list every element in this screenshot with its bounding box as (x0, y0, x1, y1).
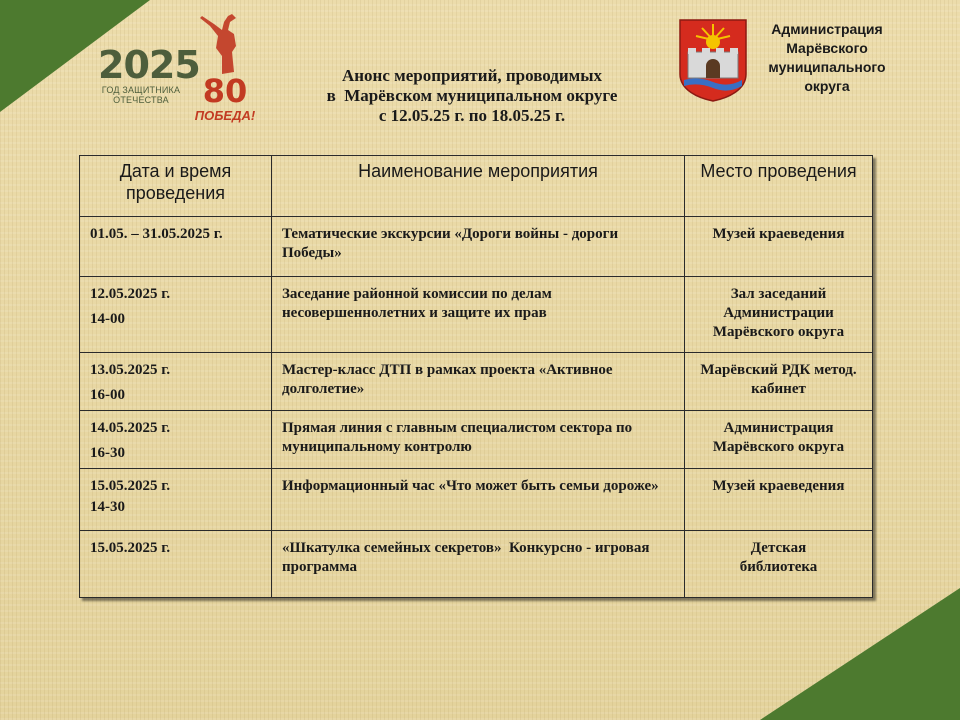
title-line3: с 12.05.25 г. по 18.05.25 г. (378, 106, 566, 125)
header-name: Наименование мероприятия (272, 156, 685, 217)
event-date: 01.05. – 31.05.2025 г. (90, 226, 223, 242)
admin-line4: округа (804, 78, 850, 94)
admin-line2: Марёвского (786, 40, 868, 56)
cell-name: Мастер-класс ДТП в рамках проекта «Активное долголетие» (272, 353, 685, 411)
header-date: Дата и время проведения (80, 156, 272, 217)
event-date: 12.05.2025 г. (90, 286, 171, 302)
logo-line1: ГОД ЗАЩИТНИКА (101, 85, 181, 95)
table-header-row (80, 156, 873, 217)
title-line2: в Марёвском муниципальном округе (326, 86, 618, 105)
event-date: 14.05.2025 г. (90, 420, 171, 436)
table-row (80, 531, 873, 598)
cell-name: Заседание районной комиссии по делам несовершеннолетних и защите их прав (272, 277, 685, 353)
cell-name: «Шкатулка семейных секретов» Конкурсно - игровая программа (272, 531, 685, 598)
table-row (80, 217, 873, 277)
table-row (80, 411, 873, 469)
cell-place: Зал заседаний Администрации Марёвского округа (685, 277, 873, 353)
cell-name: Информационный час «Что может быть семьи дороже» (272, 469, 685, 531)
cell-place: Музей краеведения (685, 469, 873, 531)
table-row (80, 353, 873, 411)
cell-name: Тематические экскурсии «Дороги войны - дороги Победы» (272, 217, 685, 277)
corner-decoration-bottom-right (760, 588, 960, 720)
event-date: 15.05.2025 г. (90, 540, 171, 556)
coat-of-arms-icon (678, 18, 748, 102)
cell-place: Администрация Марёвского округа (685, 411, 873, 469)
table-row (80, 277, 873, 353)
cell-place: Марёвский РДК метод. кабинет (685, 353, 873, 411)
admin-line1: Администрация (771, 21, 883, 37)
cell-date (80, 277, 272, 353)
event-date: 13.05.2025 г. (90, 362, 171, 378)
year-of-defender-logo (98, 43, 200, 115)
table-row (80, 469, 873, 531)
logo-line2: ОТЕЧЕСТВА (113, 95, 169, 105)
administration-label (752, 20, 902, 96)
event-time: 16-00 (90, 387, 125, 403)
logo-number: 80 (202, 72, 248, 110)
page-title (262, 66, 682, 126)
cell-name: Прямая линия с главным специалистом сектора по муниципальному контролю (272, 411, 685, 469)
logo-year: 2025 (98, 43, 200, 87)
cell-date (80, 217, 272, 277)
event-date: 15.05.2025 г. (90, 478, 171, 494)
cell-date (80, 353, 272, 411)
event-time: 14-00 (90, 311, 125, 327)
cell-date (80, 469, 272, 531)
cell-place: Детская библиотека (685, 531, 873, 598)
title-line1: Анонс мероприятий, проводимых (341, 66, 603, 85)
event-time: 14-30 (90, 499, 125, 515)
header-place: Место проведения (685, 156, 873, 217)
victory-80-logo (192, 12, 258, 124)
logo-pobeda: ПОБЕДА! (194, 108, 256, 123)
cell-date (80, 531, 272, 598)
cell-place: Музей краеведения (685, 217, 873, 277)
event-time: 16-30 (90, 445, 125, 461)
admin-line3: муниципального (768, 59, 886, 75)
events-table (79, 155, 873, 598)
cell-date (80, 411, 272, 469)
